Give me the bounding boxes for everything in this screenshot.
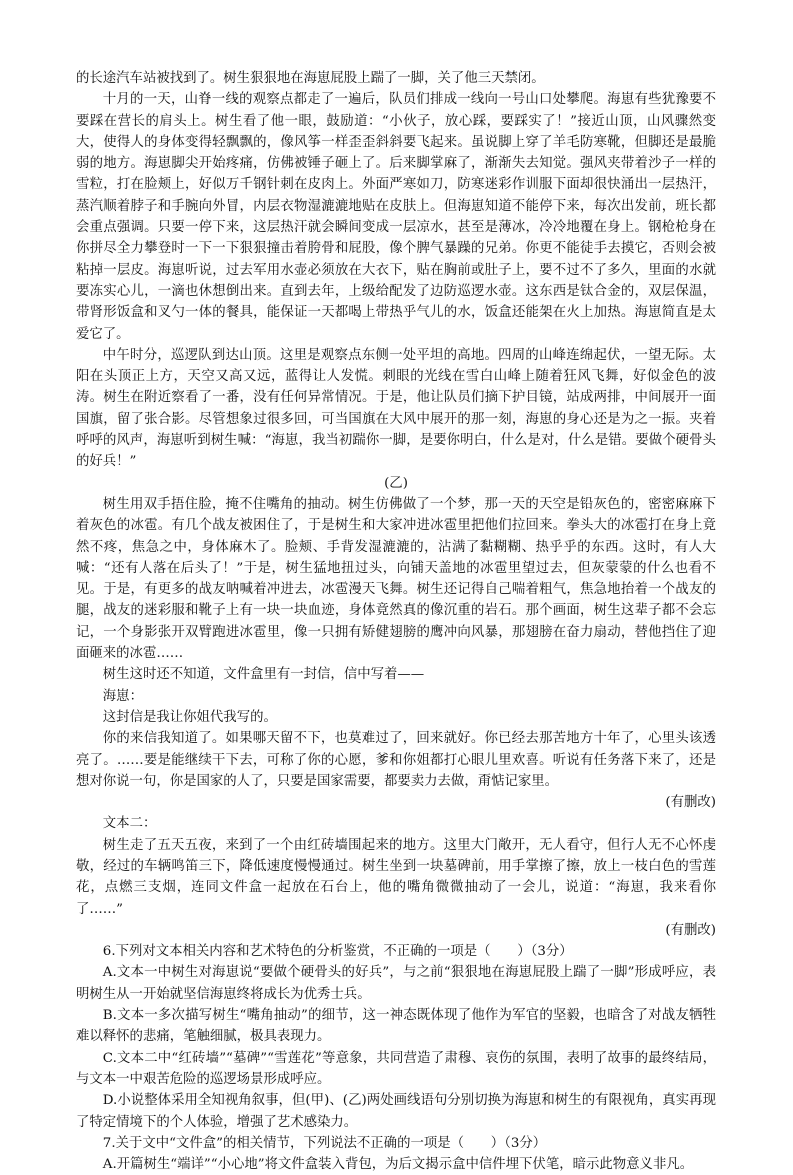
letter-body: 你的来信我知道了。如果哪天留不下，也莫难过了，回来就好。你已经去那苦地方十年了，心里头该透亮了。……要是能继续干下去，可称了你的心愿，爹和你姐都打心眼儿里欢喜。听说有任务落下来了，还是想对你说一句，你是国家的人了，只要是国家需要，都要卖力去做，甭惦记家里。 [76, 731, 716, 789]
question-6-option-a: A.文本一中树生对海崽说“要做个硬骨头的好兵”，与之前“狠狠地在海崽屁股上踹了一脚”形成呼应，表明树生从一开始就坚信海崽终将成长为优秀士兵。 [76, 965, 716, 1002]
text-two-heading: 文本二： [102, 816, 157, 832]
paragraph: 树生这时还不知道，文件盒里有一封信，信中写着—— [102, 667, 425, 683]
paragraph: 十月的一天，山脊一线的观察点都走了一遍后，队员们排成一线向一号山口处攀爬。海崽有些犹豫要不要踩在营长的肩头上。树生看了他一眼，鼓励道：“小伙子，放心踩，要踩实了！”接近山顶，山风骤然变大，使得人的身体变得轻飘飘的，像风筝一样歪歪斜斜要飞起来。虽说脚上穿了羊毛防寒靴，但脚还是最脆弱的地方。海崽脚尖开始疼痛，仿佛被锤子砸上了。后来脚掌麻了，渐渐失去知觉。强风夹带着沙子一样的雪粒，打在脸颊上，好似万千钢针刺在皮肉上。外面严寒如刀，防寒迷彩作训服下面却很快涌出一层热汗，蒸汽顺着脖子和手腕向外冒，内层衣物湿漉漉地贴在皮肤上。但海崽知道不能停下来，每次出发前，班长都会重点强调。只要一停下来，这层热汗就会瞬间变成一层凉水，甚至是薄冰，冷冷地覆在身上。钢枪枪身在你拼尽全力攀登时一下一下狠狠撞击着胯骨和屁股，像个脾气暴躁的兄弟。你更不能徒手去摸它，否则会被粘掉一层皮。海崽听说，过去军用水壶必须放在大衣下，贴在胸前或肚子上，要不过不了多久，里面的水就要冻实心儿，一滴也休想倒出来。直到去年，上级给配发了边防巡逻水壶。这东西是钛合金的，双层保温，带肾形饭盒和叉勺一体的餐具，能保证一天都喝上带热乎气儿的水，饭盒还能架在火上加热。海崽简直是太爱它了。 [76, 92, 716, 342]
paragraph: 树生走了五天五夜，来到了一个由红砖墙围起来的地方。这里大门敞开，无人看守，但行人无不心怀虔敬，经过的车辆鸣笛三下，降低速度慢慢通过。树生坐到一块墓碑前，用手掌擦了擦，放上一枝白色的雪莲花，点燃三支烟，连同文件盒一起放在石台上，他的嘴角微微抽动了一会儿，说道：“海崽，我来看你了……” [76, 837, 716, 917]
edit-note: (有删改) [665, 922, 716, 938]
question-7-option-a: A.开篇树生“端详”“小心地”将文件盒装入背包，为后文揭示盒中信件埋下伏笔，暗示此物意义非凡。 [102, 1157, 694, 1173]
question-6-option-c: C.文本二中“红砖墙”“墓碑”“雪莲花”等意象，共同营造了肃穆、哀伤的氛围，表明了故事的最终结局，与文本一中艰苦危险的巡逻场景形成呼应。 [76, 1050, 716, 1087]
document-body [76, 68, 716, 1175]
question-7-stem: 7.关于文中“文件盒”的相关情节，下列说法不正确的一项是（ ）（3分） [102, 1135, 547, 1151]
edit-note: (有删改) [665, 795, 716, 811]
question-6-stem: 6.下列对文本相关内容和艺术特色的分析鉴赏，不正确的一项是（ ）（3分） [102, 944, 573, 960]
paragraph: 的长途汽车站被找到了。树生狠狠地在海崽屁股上踹了一脚，关了他三天禁闭。 [76, 71, 545, 86]
letter-salutation: 海崽： [102, 688, 143, 704]
question-6-option-b: B.文本一多次描写树生“嘴角抽动”的细节，这一神态既体现了他作为军官的坚毅，也暗含了对战友牺牲难以释怀的悲痛，笔触细腻，极具表现力。 [76, 1008, 716, 1045]
section-heading-yi: (乙) [384, 475, 408, 491]
paragraph: 中午时分，巡逻队到达山顶。这里是观察点东侧一处平坦的高地。四周的山峰连绵起伏，一望无际。太阳在头顶正上方，天空又高又远，蓝得让人发慌。刺眼的光线在雪白山峰上随着狂风飞舞，好似金色的波涛。树生在附近察看了一番，没有任何异常情况。于是，他让队员们摘下护目镜，站成两排，中间展开一面国旗，留了张合影。尽管想象过很多回，可当国旗在大风中展开的那一刻，海崽的身心还是为之一振。夹着呼呼的风声，海崽听到树生喊：“海崽，我当初踹你一脚，是要你明白，什么是对，什么是错。要做个硬骨头的好兵！” [76, 347, 716, 470]
letter-line: 这封信是我让你姐代我写的。 [102, 709, 277, 725]
question-6-option-d: D.小说整体采用全知视角叙事，但(甲)、(乙)两处画线语句分别切换为海崽和树生的有限视角，真实再现了特定情境下的个人体验，增强了艺术感染力。 [76, 1093, 716, 1130]
paragraph: 树生用双手捂住脸，掩不住嘴角的抽动。树生仿佛做了一个梦，那一天的天空是铅灰色的，密密麻麻下着灰色的冰雹。有几个战友被困住了，于是树生和大家冲进冰雹里把他们拉回来。拳头大的冰雹打在身上竟然不疼，焦急之中，身体麻木了。脸颊、手背发湿漉漉的，沾满了黏糊糊、热乎乎的东西。这时，有人大喊：“还有人落在后头了！”于是，树生猛地扭过头，向铺天盖地的冰雹里望过去，但灰蒙蒙的什么也看不见。于是，有更多的战友呐喊着冲进去，冰雹漫天飞舞。树生还记得自己喘着粗气，焦急地抬着一个战友的腿，战友的迷彩服和靴子上有一块一块血迹，身体竟然真的像沉重的岩石。那个画面，树生这辈子都不会忘记，一个身影张开双臂跑进冰雹里，像一只拥有矫健翅膀的鹰冲向风暴，那翅膀在奋力扇动，替他挡住了迎面砸来的冰雹…… [76, 496, 716, 662]
